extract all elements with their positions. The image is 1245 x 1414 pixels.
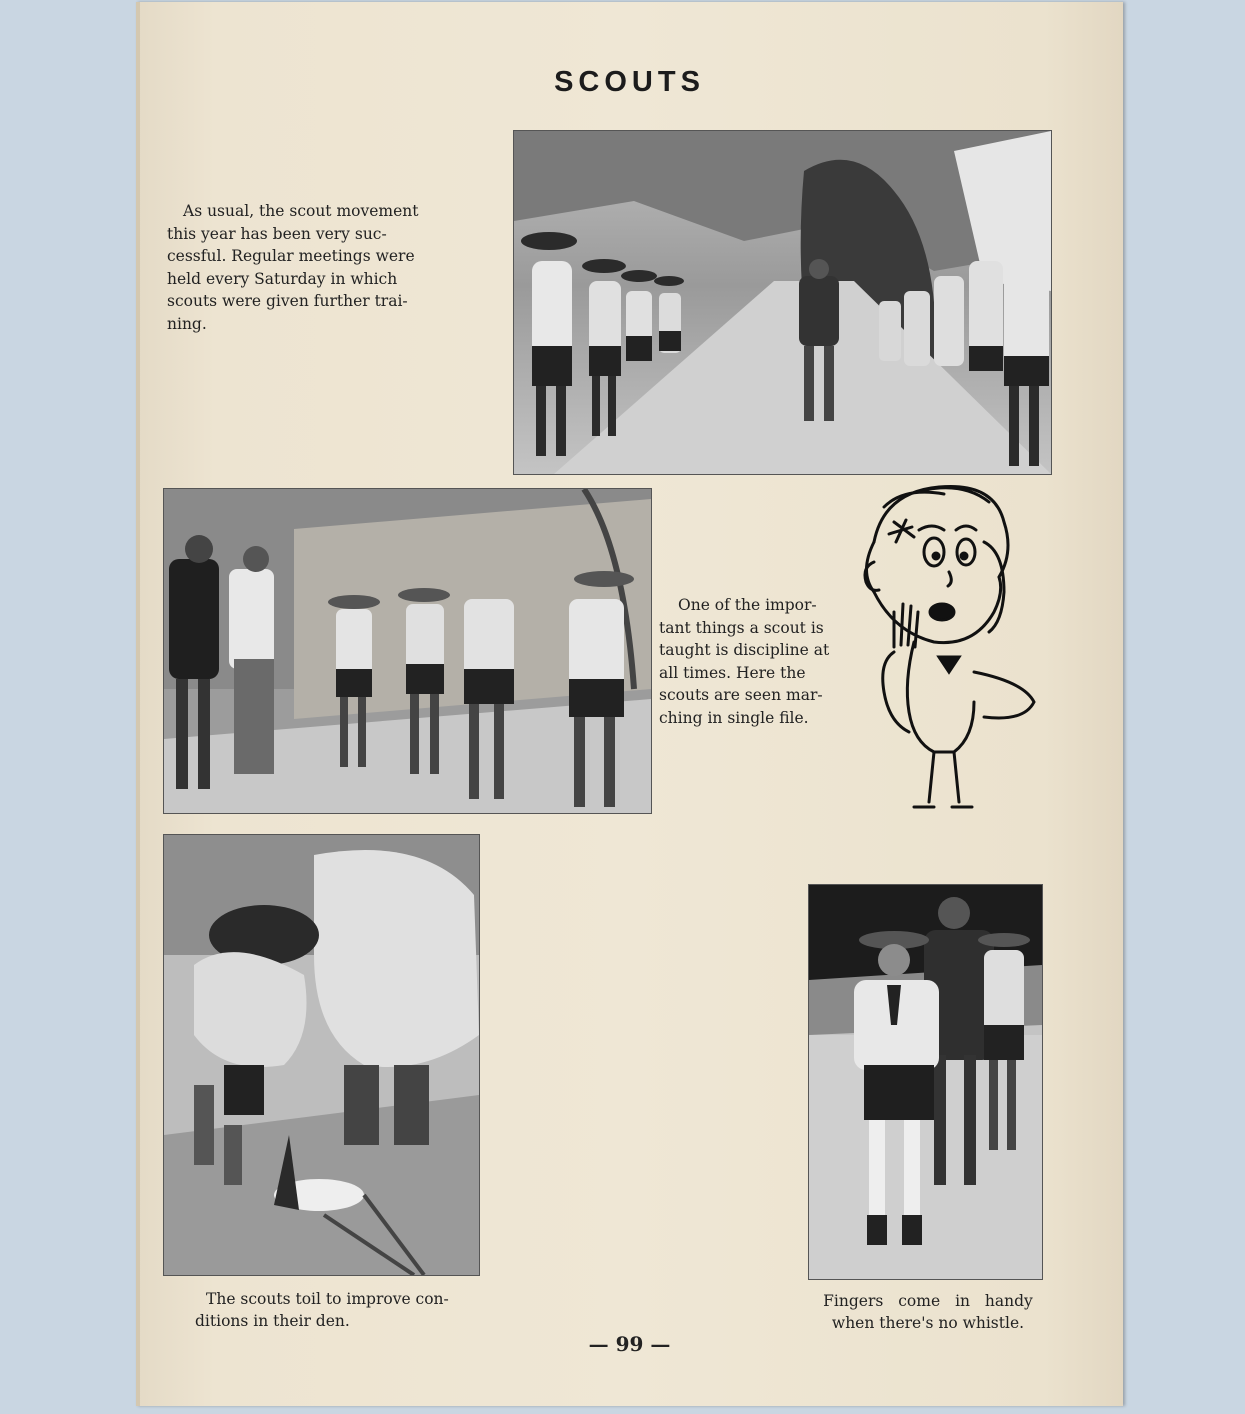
photo-scout-finger-whistle bbox=[808, 884, 1043, 1280]
intro-line: this year has been very suc- bbox=[167, 224, 387, 243]
intro-line: As usual, the scout movement bbox=[183, 202, 419, 220]
caption-den-line: The scouts toil to improve con- bbox=[206, 1290, 449, 1308]
photo-scouts-marching-road bbox=[513, 130, 1052, 475]
intro-line: held every Saturday in which bbox=[167, 269, 398, 288]
page-title: SCOUTS bbox=[554, 66, 705, 98]
discipline-line: scouts are seen mar- bbox=[659, 686, 823, 704]
page-number: — 99 — bbox=[588, 1332, 671, 1356]
discipline-line: ching in single file. bbox=[659, 708, 809, 727]
cartoon-boy-illustration bbox=[854, 482, 1049, 817]
intro-line: ning. bbox=[167, 314, 207, 333]
caption-den-line: ditions in their den. bbox=[195, 1312, 350, 1330]
yearbook-page bbox=[136, 2, 1123, 1406]
discipline-paragraph bbox=[659, 594, 850, 729]
discipline-line: One of the impor- bbox=[678, 596, 817, 614]
intro-line: cessful. Regular meetings were bbox=[167, 247, 415, 265]
discipline-line: taught is discipline at bbox=[659, 641, 830, 659]
intro-paragraph bbox=[167, 200, 462, 335]
photo-scouts-den-work bbox=[163, 834, 480, 1276]
caption-whistle-line: when there's no whistle. bbox=[831, 1314, 1025, 1332]
caption-whistle-line: Fingers come in handy bbox=[823, 1292, 1033, 1310]
intro-line: scouts were given further trai- bbox=[167, 292, 408, 310]
photo-scouts-single-file bbox=[163, 488, 652, 814]
caption-den bbox=[195, 1288, 495, 1332]
page-spine bbox=[136, 2, 140, 1406]
caption-whistle bbox=[803, 1290, 1053, 1334]
discipline-line: all times. Here the bbox=[659, 663, 806, 682]
discipline-line: tant things a scout is bbox=[659, 618, 824, 637]
